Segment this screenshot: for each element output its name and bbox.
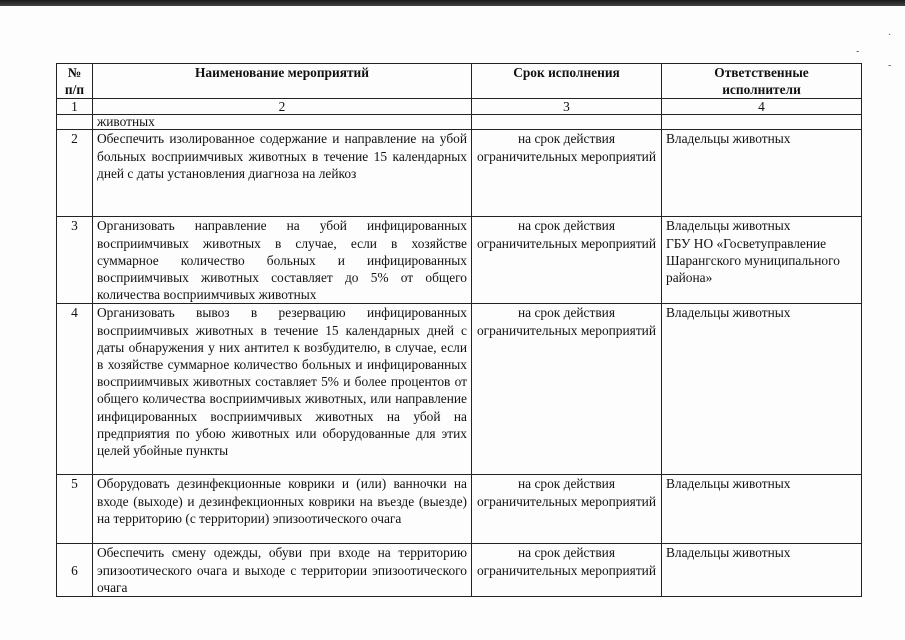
continuation-text: животных	[93, 115, 472, 130]
scan-top-border	[0, 0, 905, 6]
table-row	[57, 217, 862, 304]
header-term: Срок исполнения	[472, 64, 662, 99]
column-number: 1	[57, 99, 93, 115]
measure-responsible: Владельцы животных	[662, 544, 862, 597]
continuation-row	[57, 115, 862, 130]
row-number: 5	[57, 475, 93, 544]
row-number: 3	[57, 217, 93, 304]
measure-term: на срок действия ограничительных мероприятий	[472, 130, 662, 217]
measure-responsible: Владельцы животных	[662, 130, 862, 217]
column-number: 4	[662, 99, 862, 115]
measures-table	[56, 63, 862, 597]
header-resp: Ответственные исполнители	[662, 64, 862, 99]
table-row	[57, 475, 862, 544]
table-row	[57, 130, 862, 217]
measure-text: Обеспечить смену одежды, обуви при входе на территорию эпизоотического очага и выходе с территории эпизоотического очага	[93, 544, 472, 597]
measure-text: Обеспечить изолированное содержание и направление на убой больных восприимчивых животных в течение 15 календарных дней с даты установления диагноза на лейкоз	[93, 130, 472, 217]
row-number: 2	[57, 130, 93, 217]
column-number-row	[57, 99, 862, 115]
measure-responsible: Владельцы животных	[662, 304, 862, 475]
measure-text: Организовать направление на убой инфицированных восприимчивых животных в случае, если в хозяйстве суммарное количество больных и инфицированных восприимчивых животных составляет до 5% от общего количества восприимчивых животных	[93, 217, 472, 304]
empty-cell	[662, 115, 862, 130]
row-number: 6	[57, 544, 93, 597]
table-row	[57, 304, 862, 475]
measure-term: на срок действия ограничительных мероприятий	[472, 217, 662, 304]
header-num: № п/п	[57, 64, 93, 99]
measure-term: на срок действия ограничительных мероприятий	[472, 475, 662, 544]
measure-responsible: Владельцы животных	[662, 475, 862, 544]
measure-term: на срок действия ограничительных мероприятий	[472, 304, 662, 475]
column-number: 2	[93, 99, 472, 115]
empty-cell	[57, 115, 93, 130]
scan-speck: ·	[888, 30, 892, 41]
scan-speck: -	[856, 46, 860, 57]
row-number: 4	[57, 304, 93, 475]
measure-text: Оборудовать дезинфекционные коврики и (или) ванночки на входе (выходе) и дезинфекционных коврики на въезде (выезде) на территорию (с территории) эпизоотического очага	[93, 475, 472, 544]
empty-cell	[472, 115, 662, 130]
table-row	[57, 544, 862, 597]
column-number: 3	[472, 99, 662, 115]
measure-term: на срок действия ограничительных мероприятий	[472, 544, 662, 597]
table-header-row	[57, 64, 862, 99]
scan-speck: -	[888, 60, 892, 71]
measure-text: Организовать вывоз в резервацию инфицированных восприимчивых животных в течение 15 календарных дней с даты обнаружения у них антител к возбудителю, в случае, если в хозяйстве суммарное количество больных и инфицированных восприимчивых животных составляет 5% и более процентов от общего количества восприимчивых животных, или направление инфицированных восприимчивых животных на убой на предприятия по убою животных или оборудованные для этих целей убойные пункты	[93, 304, 472, 475]
measure-responsible: Владельцы животных ГБУ НО «Госветуправление Шарангского муниципального района»	[662, 217, 862, 304]
header-name: Наименование мероприятий	[93, 64, 472, 99]
